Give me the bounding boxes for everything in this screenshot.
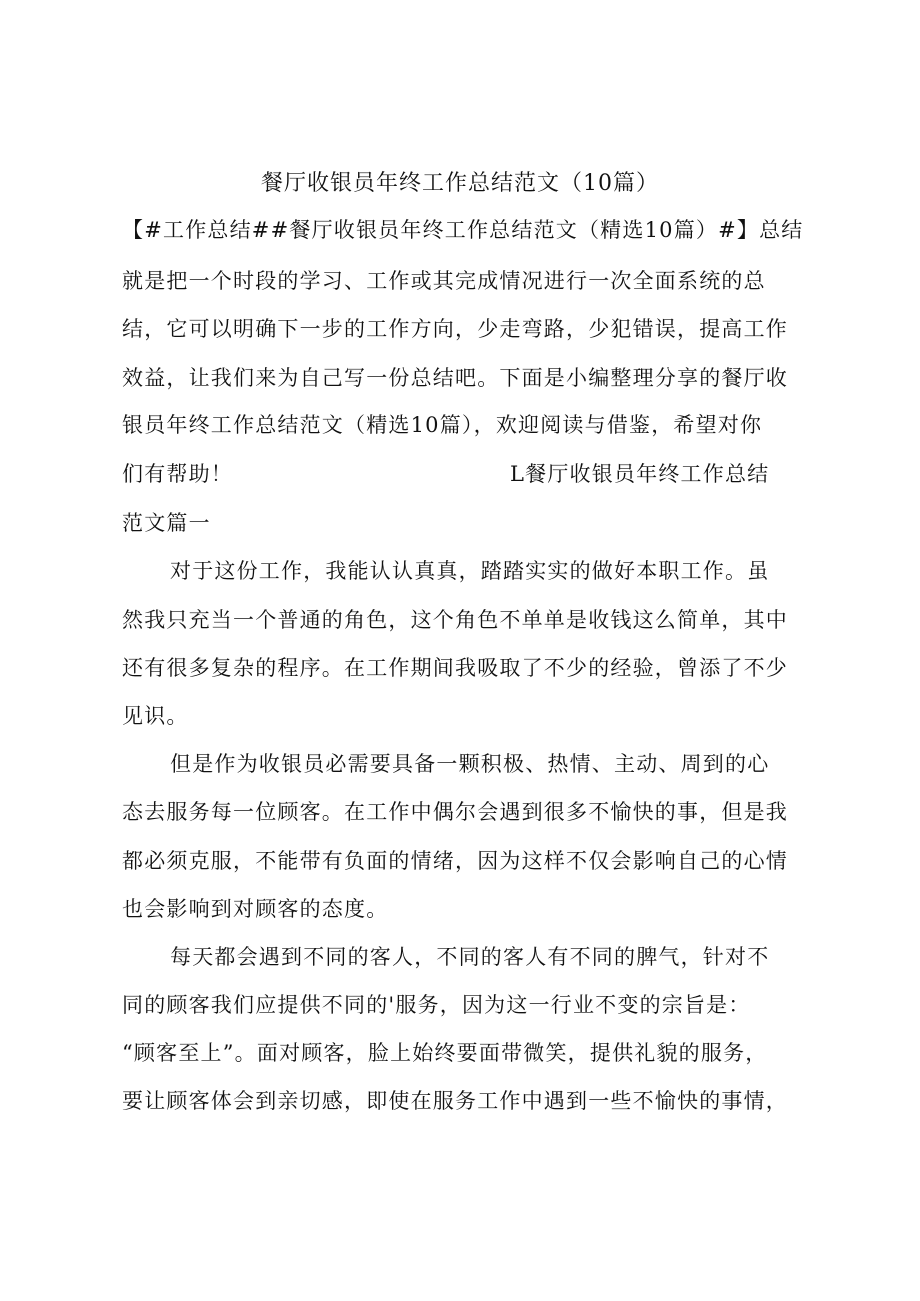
paragraph-line: 都必须克服，不能带有负面的情绪，因为这样不仅会影响自己的心情 xyxy=(122,849,788,873)
paragraph-line: 要让顾客体会到亲切感，即使在服务工作中遇到一些不愉快的事情， xyxy=(122,1089,788,1113)
intro-line: 结，它可以明确下一步的工作方向，少走弯路，少犯错误，提高工作 xyxy=(122,317,788,341)
intro-line: 效益，让我们来为自己写一份总结吧。下面是小编整理分享的餐厅收 xyxy=(122,366,788,390)
paragraph-line: 见识。 xyxy=(122,704,189,728)
intro-line: 们有帮助！ xyxy=(122,462,233,486)
paragraph-line: 每天都会遇到不同的客人，不同的客人有不同的脾气，针对不 xyxy=(170,945,770,969)
paragraph-line: 但是作为收银员必需要具备一颗积极、热情、主动、周到的心 xyxy=(170,752,770,776)
intro-line: 【#工作总结##餐厅收银员年终工作总结范文（精选10篇）#】总结 xyxy=(122,218,804,242)
section-heading-continued: 范文篇一 xyxy=(122,511,211,535)
paragraph-line: 态去服务每一位顾客。在工作中偶尔会遇到很多不愉快的事，但是我 xyxy=(122,800,788,824)
paragraph-line: 也会影响到对顾客的态度。 xyxy=(122,897,389,921)
intro-line: 银员年终工作总结范文（精选10篇），欢迎阅读与借鉴，希望对你 xyxy=(122,413,763,437)
paragraph-line: “顾客至上”。面对顾客，脸上始终要面带微笑，提供礼貌的服务， xyxy=(122,1041,768,1065)
paragraph-line: 还有很多复杂的程序。在工作期间我吸取了不少的经验，曾添了不少 xyxy=(122,656,788,680)
section-heading: L餐厅收银员年终工作总结 xyxy=(510,462,770,486)
paragraph-line: 对于这份工作，我能认认真真，踏踏实实的做好本职工作。虽 xyxy=(170,559,770,583)
paragraph-line: 然我只充当一个普通的角色，这个角色不单单是收钱这么简单，其中 xyxy=(122,608,788,632)
intro-line: 就是把一个时段的学习、工作或其完成情况进行一次全面系统的总 xyxy=(122,269,766,293)
paragraph-line: 同的顾客我们应提供不同的'服务，因为这一行业不变的宗旨是： xyxy=(122,993,751,1017)
document-title: 餐厅收银员年终工作总结范文（10篇） xyxy=(261,171,659,196)
